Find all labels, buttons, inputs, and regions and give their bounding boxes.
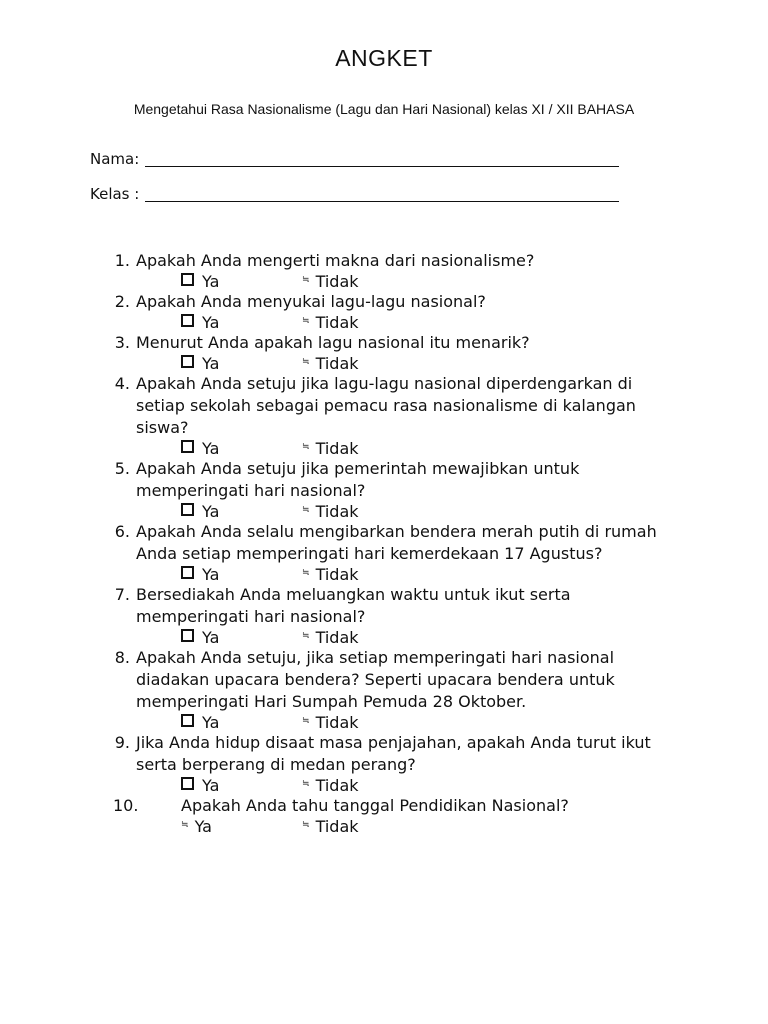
option-ya[interactable] bbox=[181, 354, 219, 373]
option-ya-label: Ya bbox=[202, 313, 220, 332]
question-item bbox=[0, 373, 768, 458]
bullet-glyph-icon[interactable]: ≒ bbox=[302, 316, 310, 326]
answer-options bbox=[0, 565, 768, 584]
option-tidak[interactable] bbox=[302, 565, 359, 584]
answer-options bbox=[0, 628, 768, 647]
option-tidak-label: Tidak bbox=[315, 628, 359, 647]
answer-options bbox=[0, 502, 768, 521]
option-tidak-label: Tidak bbox=[315, 272, 359, 291]
option-ya-label: Ya bbox=[202, 272, 220, 291]
bullet-glyph-icon[interactable]: ≒ bbox=[302, 631, 310, 641]
answer-options bbox=[0, 817, 768, 836]
option-ya[interactable] bbox=[181, 313, 219, 332]
question-number: 7. bbox=[114, 585, 130, 604]
checkbox-icon[interactable] bbox=[181, 629, 194, 642]
option-tidak[interactable] bbox=[302, 313, 359, 332]
question-text: Apakah Anda mengerti makna dari nasionalisme? bbox=[136, 251, 535, 270]
kelas-blank-line bbox=[145, 201, 619, 202]
option-tidak[interactable] bbox=[302, 628, 359, 647]
option-ya[interactable] bbox=[181, 628, 219, 647]
checkbox-icon[interactable] bbox=[181, 314, 194, 327]
answer-options bbox=[0, 354, 768, 373]
question-text: Apakah Anda setuju, jika setiap memperingati hari nasional diadakan upacara bendera? Seperti upacara bendera untuk memperingati Hari Sumpah Pemuda 28 Oktober. bbox=[136, 648, 615, 711]
option-tidak[interactable] bbox=[302, 439, 359, 458]
bullet-glyph-icon[interactable]: ≒ bbox=[181, 820, 189, 830]
bullet-glyph-icon[interactable]: ≒ bbox=[302, 442, 310, 452]
option-ya[interactable] bbox=[181, 817, 212, 836]
answer-options bbox=[0, 313, 768, 332]
bullet-glyph-icon[interactable]: ≒ bbox=[302, 505, 310, 515]
option-tidak-label: Tidak bbox=[315, 439, 359, 458]
question-item bbox=[0, 795, 768, 836]
answer-options bbox=[0, 439, 768, 458]
kelas-label: Kelas : bbox=[90, 185, 140, 203]
option-tidak[interactable] bbox=[302, 272, 359, 291]
option-ya[interactable] bbox=[181, 272, 219, 291]
question-item bbox=[0, 458, 768, 521]
bullet-glyph-icon[interactable]: ≒ bbox=[302, 275, 310, 285]
option-ya-label: Ya bbox=[194, 817, 212, 836]
question-text: Bersediakah Anda meluangkan waktu untuk ikut serta memperingati hari nasional? bbox=[136, 585, 571, 626]
nama-blank-line bbox=[145, 166, 619, 167]
checkbox-icon[interactable] bbox=[181, 714, 194, 727]
checkbox-icon[interactable] bbox=[181, 503, 194, 516]
question-number: 2. bbox=[114, 292, 130, 311]
option-ya[interactable] bbox=[181, 713, 219, 732]
question-number: 5. bbox=[114, 459, 130, 478]
bullet-glyph-icon[interactable]: ≒ bbox=[302, 357, 310, 367]
question-number: 9. bbox=[114, 733, 130, 752]
checkbox-icon[interactable] bbox=[181, 777, 194, 790]
bullet-glyph-icon[interactable]: ≒ bbox=[302, 716, 310, 726]
checkbox-icon[interactable] bbox=[181, 440, 194, 453]
question-item bbox=[0, 521, 768, 584]
bullet-glyph-icon[interactable]: ≒ bbox=[302, 568, 310, 578]
option-tidak[interactable] bbox=[302, 354, 359, 373]
option-ya[interactable] bbox=[181, 439, 219, 458]
option-tidak-label: Tidak bbox=[315, 502, 359, 521]
bullet-glyph-icon[interactable]: ≒ bbox=[302, 779, 310, 789]
option-ya-label: Ya bbox=[202, 628, 220, 647]
answer-options bbox=[0, 776, 768, 795]
question-item bbox=[0, 291, 768, 332]
question-list bbox=[0, 250, 768, 836]
question-item bbox=[0, 732, 768, 795]
option-tidak-label: Tidak bbox=[315, 354, 359, 373]
question-text: Apakah Anda setuju jika pemerintah mewajibkan untuk memperingati hari nasional? bbox=[136, 459, 580, 500]
page-title: ANGKET bbox=[335, 45, 433, 71]
answer-options bbox=[0, 713, 768, 732]
question-number: 10. bbox=[113, 796, 139, 815]
option-tidak-label: Tidak bbox=[315, 313, 359, 332]
option-ya-label: Ya bbox=[202, 354, 220, 373]
question-item bbox=[0, 647, 768, 732]
checkbox-icon[interactable] bbox=[181, 566, 194, 579]
checkbox-icon[interactable] bbox=[181, 355, 194, 368]
question-item bbox=[0, 250, 768, 291]
option-tidak-label: Tidak bbox=[315, 776, 359, 795]
checkbox-icon[interactable] bbox=[181, 273, 194, 286]
option-tidak-label: Tidak bbox=[315, 817, 359, 836]
option-ya-label: Ya bbox=[202, 776, 220, 795]
question-text: Apakah Anda setuju jika lagu-lagu nasional diperdengarkan di setiap sekolah sebagai pemacu rasa nasionalisme di kalangan siswa? bbox=[136, 374, 636, 437]
option-tidak[interactable] bbox=[302, 817, 359, 836]
question-text: Apakah Anda menyukai lagu-lagu nasional? bbox=[136, 292, 486, 311]
question-number: 6. bbox=[114, 522, 130, 541]
nama-label: Nama: bbox=[90, 150, 140, 168]
answer-options bbox=[0, 272, 768, 291]
question-text: Jika Anda hidup disaat masa penjajahan, apakah Anda turut ikut serta berperang di medan perang? bbox=[136, 733, 651, 774]
question-number: 4. bbox=[114, 374, 130, 393]
question-item bbox=[0, 584, 768, 647]
question-text: Apakah Anda selalu mengibarkan bendera merah putih di rumah Anda setiap memperingati hari kemerdekaan 17 Agustus? bbox=[136, 522, 657, 563]
option-ya-label: Ya bbox=[202, 502, 220, 521]
option-tidak[interactable] bbox=[302, 776, 359, 795]
bullet-glyph-icon[interactable]: ≒ bbox=[302, 820, 310, 830]
question-item bbox=[0, 332, 768, 373]
option-ya-label: Ya bbox=[202, 713, 220, 732]
option-tidak[interactable] bbox=[302, 713, 359, 732]
option-ya[interactable] bbox=[181, 565, 219, 584]
question-number: 3. bbox=[114, 333, 130, 352]
question-text: Apakah Anda tahu tanggal Pendidikan Nasional? bbox=[181, 796, 569, 815]
question-number: 1. bbox=[114, 251, 130, 270]
option-ya[interactable] bbox=[181, 776, 219, 795]
option-tidak[interactable] bbox=[302, 502, 359, 521]
option-tidak-label: Tidak bbox=[315, 565, 359, 584]
option-ya-label: Ya bbox=[202, 439, 220, 458]
option-tidak-label: Tidak bbox=[315, 713, 359, 732]
option-ya-label: Ya bbox=[202, 565, 220, 584]
option-ya[interactable] bbox=[181, 502, 219, 521]
page-subtitle: Mengetahui Rasa Nasionalisme (Lagu dan Hari Nasional) kelas XI / XII BAHASA bbox=[133, 101, 635, 117]
question-text: Menurut Anda apakah lagu nasional itu menarik? bbox=[136, 333, 530, 352]
question-number: 8. bbox=[114, 648, 130, 667]
